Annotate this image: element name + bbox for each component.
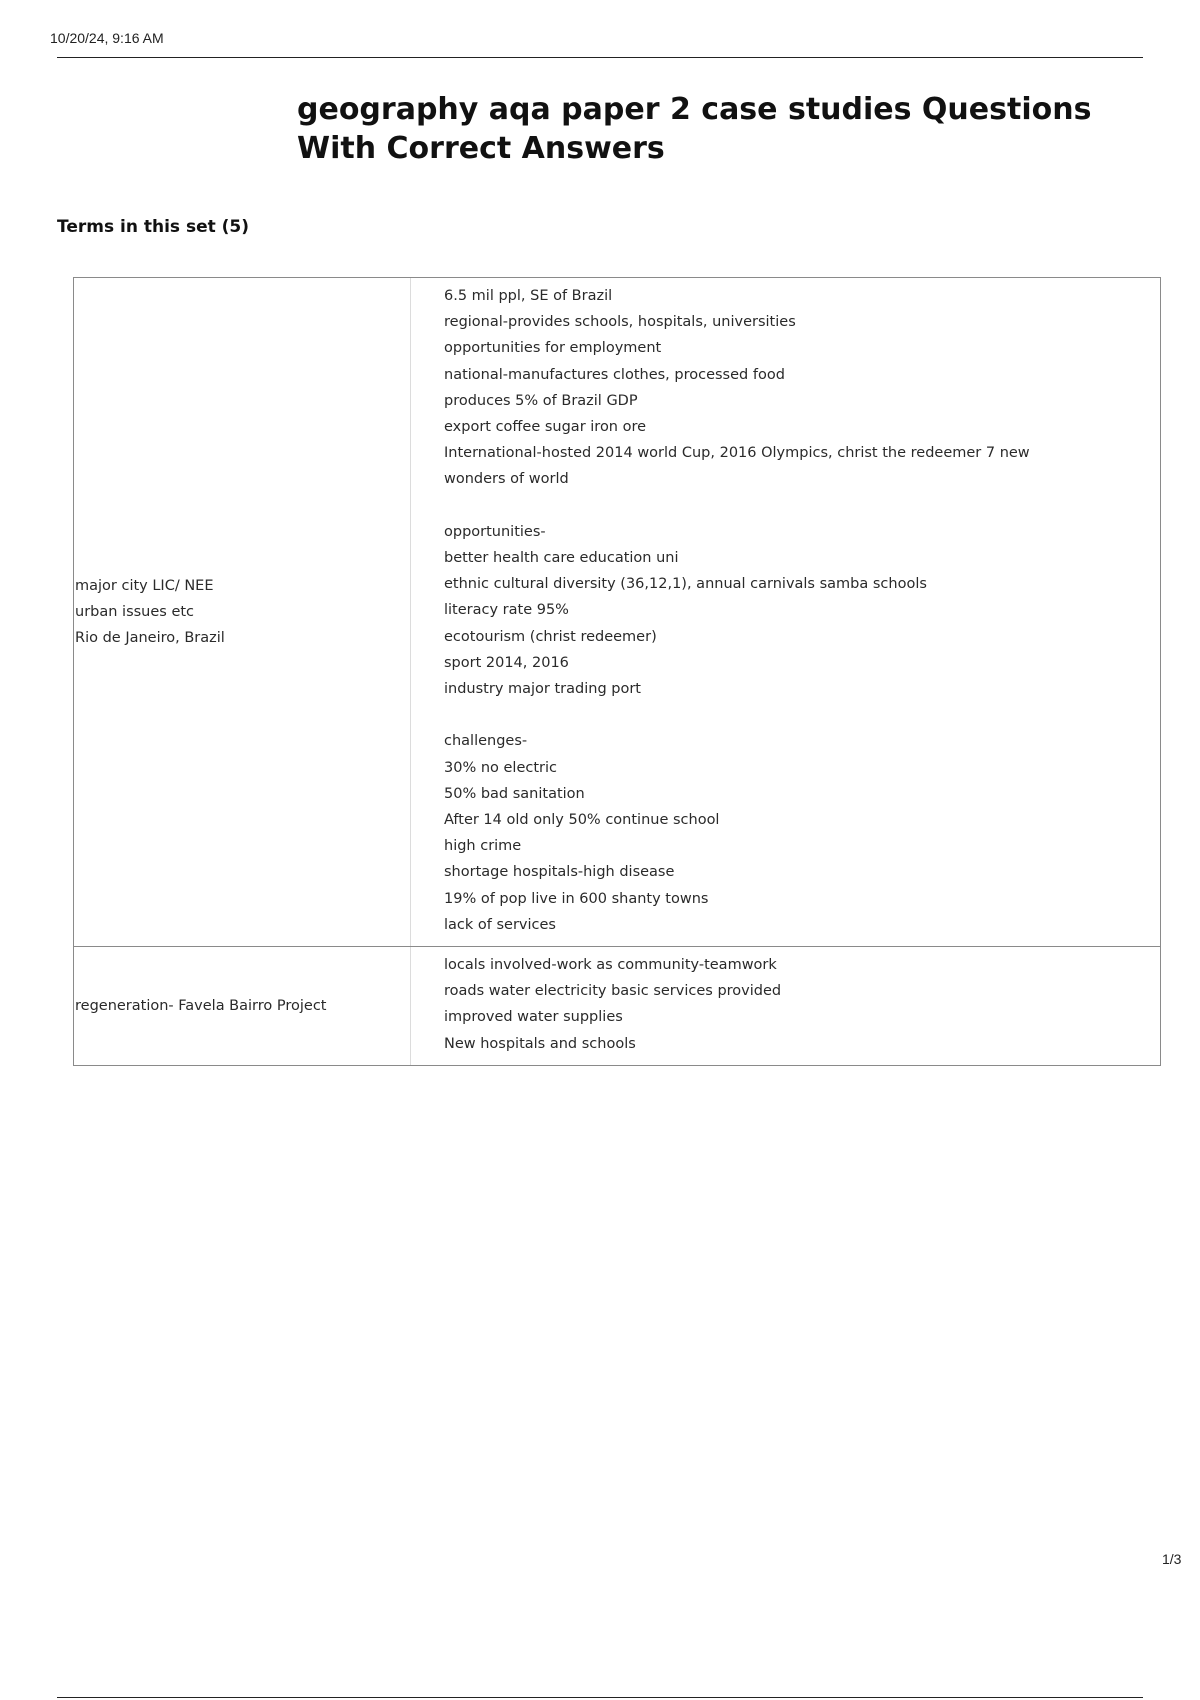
definition-line: roads water electricity basic services provided [444,983,782,1000]
definition-line: opportunities for employment [444,340,662,357]
definition-line: better health care education uni [444,550,679,567]
definition-line: high crime [444,838,522,855]
definition-line: challenges- [444,733,528,750]
definition-line: export coffee sugar iron ore [444,419,647,436]
definition-line: regional-provides schools, hospitals, universities [444,314,796,331]
definition-line: national-manufactures clothes, processed food [444,366,785,383]
definition-cell [411,278,1160,946]
term-line: Rio de Janeiro, Brazil [75,630,225,647]
footer-divider [57,1697,1143,1698]
print-timestamp: 10/20/24, 9:16 AM [50,30,164,46]
header-divider [57,57,1143,58]
terms-heading: Terms in this set (5) [57,217,250,237]
definition-line [444,702,1140,728]
definition-line: 30% no electric [444,759,557,776]
definition-line: wonders of world [444,471,569,488]
term-cell [74,278,411,946]
definition-line [444,493,1140,519]
definition-line: lack of services [444,916,556,933]
definition-line: 19% of pop live in 600 shanty towns [444,890,709,907]
definition-line: 50% bad sanitation [444,785,585,802]
definition-line: locals involved-work as community-teamwork [444,957,777,974]
definition-cell [411,947,1160,1065]
definition-line: opportunities- [444,523,546,540]
term-cell [74,947,411,1065]
definition-line: New hospitals and schools [444,1035,636,1052]
definition-line: After 14 old only 50% continue school [444,812,720,829]
page-number: 1/3 [1162,1551,1182,1567]
term-line: urban issues etc [75,603,195,620]
definition-line: ethnic cultural diversity (36,12,1), annual carnivals samba schools [444,576,927,593]
term-row [74,946,1160,1065]
definition-line: produces 5% of Brazil GDP [444,392,638,409]
term-line: major city LIC/ NEE [75,577,214,594]
definition-line: literacy rate 95% [444,602,569,619]
definition-line: improved water supplies [444,1009,623,1026]
term-line: regeneration- Favela Bairro Project [75,997,327,1014]
definition-line: sport 2014, 2016 [444,654,569,671]
definition-line: industry major trading port [444,681,641,698]
document-title: geography aqa paper 2 case studies Questions With Correct Answers [297,92,1092,166]
term-row [74,278,1160,946]
definition-line: 6.5 mil ppl, SE of Brazil [444,288,613,304]
definition-line: International-hosted 2014 world Cup, 2016 Olympics, christ the redeemer 7 new [444,445,1030,462]
definition-line: ecotourism (christ redeemer) [444,628,657,645]
definition-line: shortage hospitals-high disease [444,864,675,881]
terms-table [73,277,1161,1066]
